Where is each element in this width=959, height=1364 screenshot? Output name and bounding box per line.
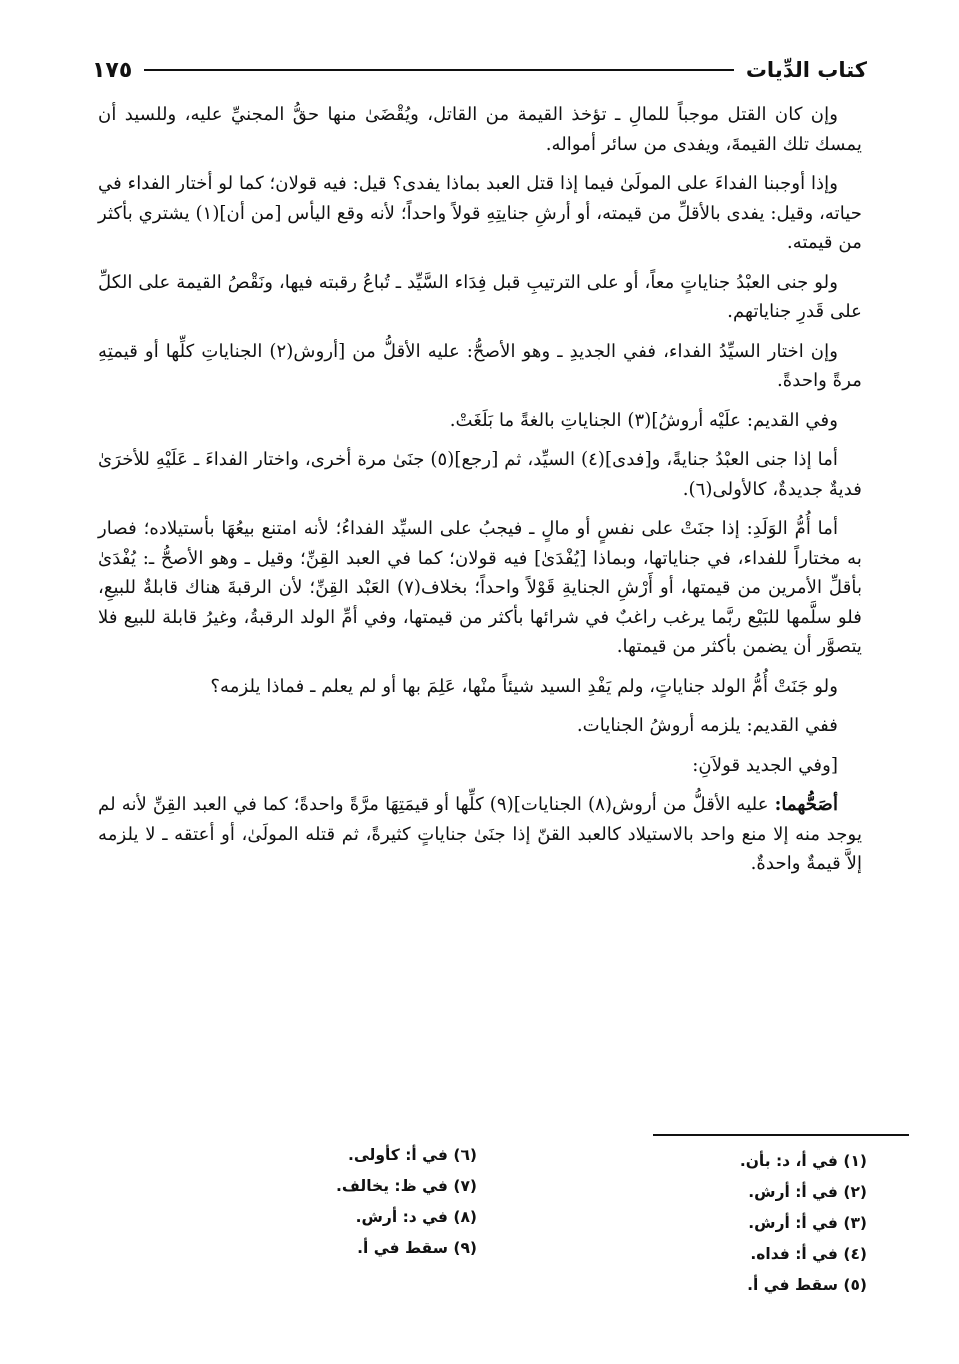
paragraph-last: [98, 790, 862, 879]
main-text: [98, 100, 862, 889]
footnote: (٦) في أ: كأولى.: [347, 1146, 477, 1164]
footnote: (٧) في ظ: يخالف.: [336, 1177, 477, 1195]
paragraph: ففي القديم: يلزمه أروشُ الجنايات.: [576, 715, 838, 736]
chapter-title: كتاب الدِّيات: [745, 58, 867, 82]
header-rule: [144, 69, 734, 71]
paragraph: وإن كان القتل موجباً للمالِ ـ تؤخذ القيمة من القاتل، ويُقْضَىٰ منها حقُّ المجنيِّ عليه، وللسيد أن يمسك تلك القيمةَ، ويفدى من سائر أمواله.: [98, 104, 862, 155]
footnote: (٢) في أ: أرش.: [748, 1183, 867, 1201]
footnote: (٥) سقط في أ.: [747, 1276, 867, 1294]
paragraph: وفي القديم: علَيْه أروشُ](٣) الجناياتِ بالغةً ما بَلَغَتْ.: [449, 409, 838, 431]
footnote: (١) في أ، د: بأن.: [739, 1152, 867, 1170]
paragraph: أما أُمُّ الوَلَدِ: إذا جنَتْ على نفسٍ أو مالٍ ـ فيجبُ على السيِّد الفداءُ؛ لأنه امتنع بيعُهَا بأستيلاده؛ فصار به مختاراً للفداء، في جناياتها، وبماذا [يُفْدَىٰ] فيه قولان؛ كما في العبد القِنِّ؛ وقيل ـ وهو الأصحُّ ـ: يُفْدَىٰ بأقلِّ الأمرين من قيمتها، أو أَرْشِ الجنايةِ قَوْلاً واحداً؛ بخلاف(٧) العَبْد القِنِّ؛ لأن الرقبةَ هناك قابلةٌ للبيعِ، فلو سلَّمها للبَيْع ربَّما يرغب راغبٌ في شرائها بأكثر من قيمتها، وفي أمِّ الولد الرقبةُ، وغيرُ قابلة للبيع فلا يتصوَّر أن يضمن بأكثر من قيمتها.: [98, 518, 863, 657]
footnotes-left-column: [277, 1140, 477, 1264]
page-number: ١٧٥: [92, 57, 133, 83]
footnote: (٩) سقط في أ.: [357, 1239, 477, 1257]
footnote: (٣) في أ: أرش.: [748, 1214, 867, 1232]
running-header: [92, 50, 867, 90]
paragraph: أما إذا جنى العبْدُ جنايةً، و[فدى](٤) السيِّد، ثم [رجع](٥) جنَىٰ مرة أخرى، واختار الفداءَ ـ عَلَيْهِ للأخرَىٰ فديةٌ جديدةٌ، كالأولى(٦).: [98, 449, 862, 500]
paragraph-text: عليه الأقلُّ من أروش(٨) الجنايات](٩) كلِّها أو قيمَتِهَا مرَّةً واحدةً؛ كما في العبد القِنِّ لأنه لم يوجد منه إلا منع واحد بالاستيلاد كالعبد القنّ إذا جنَىٰ جناياتٍ كثيرةً، ثم قتله المولَىٰ، أو أعتقه ـ لا يلزمه إلاَّ قيمةٌ واحدةٌ.: [98, 794, 862, 874]
footnote: (٨) في د: أرش.: [355, 1208, 477, 1226]
paragraph: [وفي الجديد قولاَنِ:: [692, 754, 838, 776]
paragraph-lead: أصَحُّهما:: [774, 794, 838, 815]
paragraph: وإذا أوجبنا الفداءَ على المولَىٰ فيما إذا قتل العبد بماذا يفدى؟ قيل: فيه قولان؛ كما لو أختار الفداء في حياته، وقيل: يفدى بالأقلِّ من قيمته، أو أرشِ جنايتِهِ قولاً واحداً؛ لأنه وقع اليأس [من أن](١) يشتري بأكثر من قيمته.: [98, 173, 862, 253]
paragraph: وإن اختار السيِّدُ الفداء، ففي الجديدِ ـ وهو الأصحُّ: عليه الأقلُّ من [أروش(٢) الجناياتِ كلِّها أو قيمتِهِ مرةً واحدةً.: [98, 340, 862, 391]
footnote: (٤) في أ: فداه.: [750, 1245, 867, 1263]
footnotes-right-column: [607, 1146, 867, 1301]
footnote-rule: [653, 1134, 909, 1136]
paragraph: ولو جنى العبْدُ جناياتٍ معاً، أو على الترتيبِ قبل فِدَاء السَّيِّد ـ تُباعُ رقبته فيها، ونَقْصُ القيمة على الكلِّ على قَدرِ جناياتهم.: [98, 271, 862, 322]
paragraph: ولو جَنَتْ أُمُّ الولد جناياتٍ، ولم يَفْدِ السيد شيئاً منْها، عَلِمَ بها أو لم يعلم ـ فماذا يلزمه؟: [210, 675, 838, 697]
